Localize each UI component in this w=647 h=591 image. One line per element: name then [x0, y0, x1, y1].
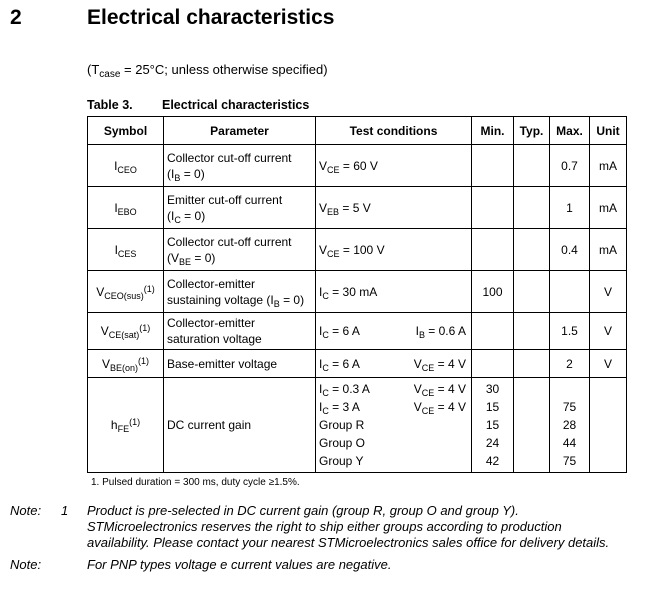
header-max: Max.: [550, 117, 590, 145]
note-1-number: 1: [61, 503, 69, 518]
cell-symbol: $V_{CEO(sus)}^{(1)}$: [88, 271, 164, 313]
cell-min: 100: [472, 271, 514, 313]
cell-parameter: Collector-emitter sustaining voltage $(I_B = 0)$: [164, 271, 316, 313]
cell-test-conditions: $V_{CE} = 100$ V: [316, 229, 472, 271]
cell-unit: [590, 378, 627, 473]
table-row: [88, 271, 627, 313]
cell-typ: [514, 229, 550, 271]
note-2-label: Note:: [10, 557, 42, 572]
cell-test-conditions: $V_{EB} = 5$ V: [316, 187, 472, 229]
cell-parameter: Collector cut-off current $(V_{BE} = 0)$: [164, 229, 316, 271]
table-row: [88, 145, 627, 187]
section-title: Electrical characteristics: [87, 6, 335, 29]
cell-test-conditions: $I_C = 0.3$ A $V_{CE} = 4$ V $I_C = 3$ A $V_{CE} = 4$ V Group R Group O Group Y: [316, 378, 472, 473]
cell-test-conditions: $I_C = 6$ A $V_{CE} = 4$ V: [316, 350, 472, 378]
cell-min: [472, 229, 514, 271]
cell-typ: [514, 271, 550, 313]
cell-parameter: Base-emitter voltage: [164, 350, 316, 378]
cell-typ: [514, 145, 550, 187]
table-row: [88, 229, 627, 271]
table-caption: [87, 98, 309, 112]
cell-typ: [514, 187, 550, 229]
cell-max: 1: [550, 187, 590, 229]
cell-symbol: $I_{CEO}$: [88, 145, 164, 187]
cell-max: 2: [550, 350, 590, 378]
cell-max: 0.7: [550, 145, 590, 187]
note-1-label: Note:: [10, 503, 42, 518]
header-min: Min.: [472, 117, 514, 145]
table-caption-title: Electrical characteristics: [162, 98, 310, 112]
cell-max: [550, 271, 590, 313]
header-parameter: Parameter: [164, 117, 316, 145]
table-caption-number: Table 3.: [87, 98, 133, 112]
table-footnote: 1. Pulsed duration = 300 ms, duty cycle ≥1.5%.: [91, 477, 300, 488]
cell-parameter: Emitter cut-off current $(I_C = 0)$: [164, 187, 316, 229]
cell-parameter: Collector-emitter saturation voltage: [164, 313, 316, 350]
cell-unit: V: [590, 313, 627, 350]
cell-symbol: $I_{EBO}$: [88, 187, 164, 229]
cell-parameter: DC current gain: [164, 378, 316, 473]
header-typ: Typ.: [514, 117, 550, 145]
cell-unit: mA: [590, 187, 627, 229]
cell-parameter: Collector cut-off current $(I_B = 0)$: [164, 145, 316, 187]
cell-min: [472, 313, 514, 350]
cell-max: 0.4: [550, 229, 590, 271]
cell-test-conditions: $I_C = 6$ A $I_B = 0.6$ A: [316, 313, 472, 350]
header-unit: Unit: [590, 117, 627, 145]
cell-symbol: $I_{CES}$: [88, 229, 164, 271]
header-symbol: Symbol: [88, 117, 164, 145]
table-row-hfe: [88, 378, 627, 473]
table-header-row: [88, 117, 627, 145]
conditions-line: ($T_{case} = 25^\circ C$; unless otherwise specified): [87, 62, 328, 80]
section-number: 2: [10, 6, 22, 29]
cell-unit: V: [590, 350, 627, 378]
cell-unit: V: [590, 271, 627, 313]
electrical-characteristics-table: [87, 116, 627, 473]
cell-max: 75 28 44 75: [550, 378, 590, 473]
cell-min: [472, 187, 514, 229]
cell-unit: mA: [590, 229, 627, 271]
cell-typ: [514, 378, 550, 473]
cell-min: [472, 145, 514, 187]
cell-symbol: $V_{BE(on)}^{(1)}$: [88, 350, 164, 378]
cell-min: 30 15 15 24 42: [472, 378, 514, 473]
cell-min: [472, 350, 514, 378]
cell-max: 1.5: [550, 313, 590, 350]
table-row: [88, 313, 627, 350]
cell-symbol: $V_{CE(sat)}^{(1)}$: [88, 313, 164, 350]
note-2-text: For PNP types voltage e current values are negative.: [87, 557, 392, 572]
header-test-conditions: Test conditions: [316, 117, 472, 145]
cell-symbol: $h_{FE}^{(1)}$: [88, 378, 164, 473]
cell-test-conditions: $V_{CE} = 60$ V: [316, 145, 472, 187]
cell-test-conditions: $I_C = 30$ mA: [316, 271, 472, 313]
cell-typ: [514, 313, 550, 350]
cell-unit: mA: [590, 145, 627, 187]
cell-typ: [514, 350, 550, 378]
table-row: [88, 350, 627, 378]
table-row: [88, 187, 627, 229]
note-1-text: Product is pre-selected in DC current gain (group R, group O and group Y). STMicroelectronics reserves the right to ship either groups according to production availability. Please contact your nearest STMicroelectronics sales office for delivery details.: [87, 503, 610, 550]
